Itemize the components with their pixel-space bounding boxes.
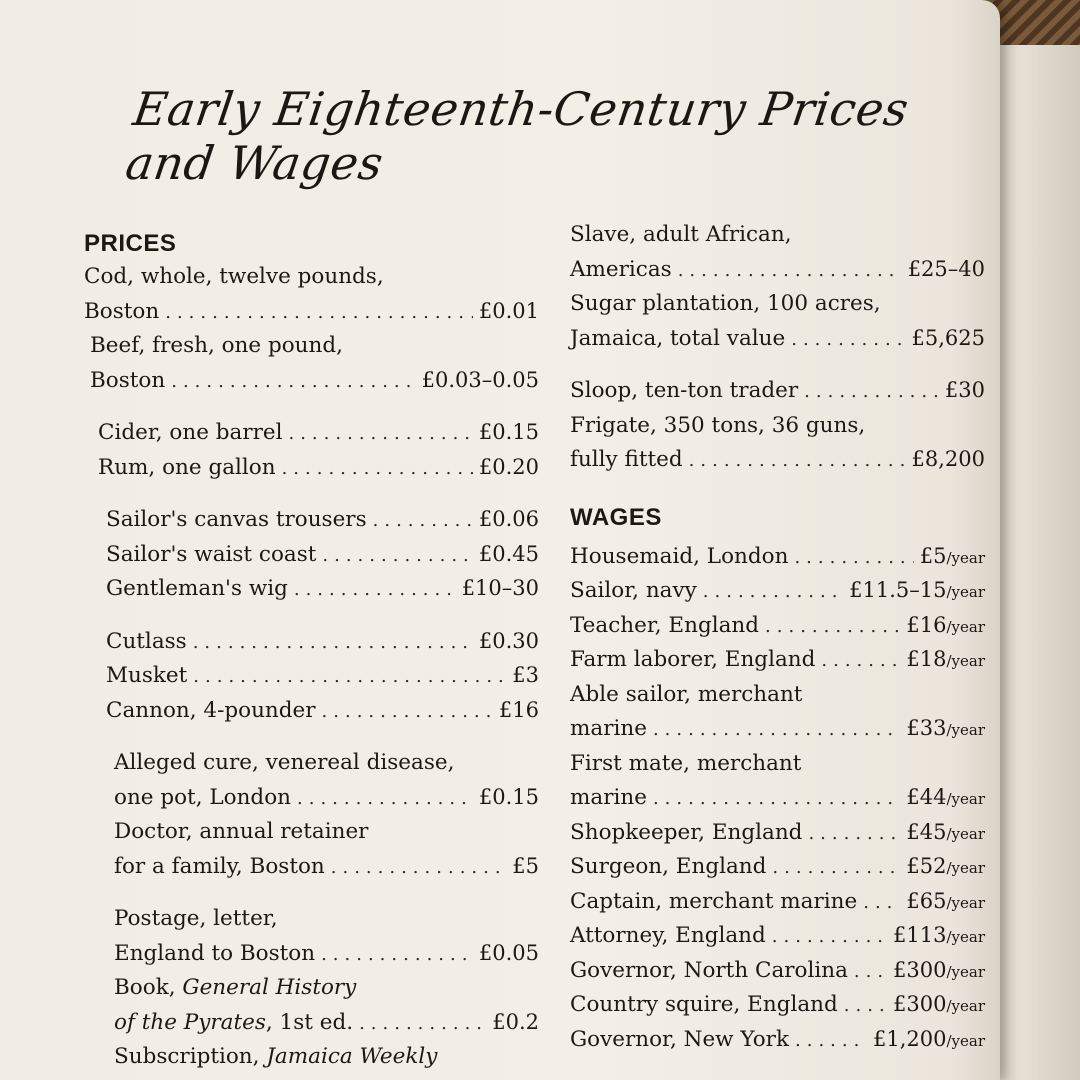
price-item: Book, General History (114, 975, 357, 1000)
page-title: Early Eighteenth-Century Prices and Wages (122, 82, 912, 190)
wage-item: marine ..... £33/year (570, 716, 985, 751)
wage-item: marine ..... £44/year (570, 785, 985, 820)
price-item: Doctor, annual retainer (114, 819, 369, 844)
price-item: England to Boston ..... £0.05 (84, 941, 539, 976)
price-item: Alleged cure, venereal disease, (114, 750, 455, 775)
wage-item: Captain, merchant marine ..... £65/year (570, 889, 985, 924)
price-item: Musket ..... £3 (84, 663, 539, 698)
wage-item: Teacher, England ..... £16/year (570, 613, 985, 648)
price-item: Sloop, ten-ton trader ..... £30 (570, 378, 985, 413)
wage-item: Surgeon, England ..... £52/year (570, 854, 985, 889)
price-item: Sailor's waist coast ..... £0.45 (84, 542, 539, 577)
price-item: fully fitted ..... £8,200 (570, 447, 985, 482)
wage-item: Governor, New York ..... £1,200/year (570, 1027, 985, 1062)
price-item: for a family, Boston ..... £5 (84, 854, 539, 889)
price-item: one pot, London ..... £0.15 (84, 785, 539, 820)
price-item: Gentleman's wig ..... £10–30 (84, 576, 539, 611)
wages-list (570, 544, 985, 1062)
price-item: Americas ..... £25–40 (570, 257, 985, 292)
wage-item: Farm laborer, England ..... £18/year (570, 647, 985, 682)
wage-item: Governor, North Carolina ..... £300/year (570, 958, 985, 993)
prices-column (84, 226, 539, 1079)
price-item: Subscription, Jamaica Weekly (114, 1044, 438, 1069)
wage-item: Shopkeeper, England ..... £45/year (570, 820, 985, 855)
price-item: Sailor's canvas trousers ..... £0.06 (84, 507, 539, 542)
wage-item: Housemaid, London ..... £5/year (570, 544, 985, 579)
wage-item: Sailor, navy ..... £11.5–15/year (570, 578, 985, 613)
wage-item: Country squire, England ..... £300/year (570, 992, 985, 1027)
prices-heading: PRICES (84, 230, 177, 257)
wage-item: Attorney, England ..... £113/year (570, 923, 985, 958)
price-item: Cod, whole, twelve pounds, (84, 264, 384, 289)
price-item: Beef, fresh, one pound, (90, 333, 343, 358)
price-item: Jamaica, total value ..... £5,625 (570, 326, 985, 361)
price-item: Cannon, 4-pounder ..... £16 (84, 698, 539, 733)
prices-wages-column (570, 222, 985, 1061)
price-item: Boston ..... £0.01 (84, 299, 539, 334)
wage-item-label: First mate, merchant (570, 750, 802, 776)
price-item: Cider, one barrel ..... £0.15 (84, 420, 539, 455)
wages-heading: WAGES (570, 503, 662, 531)
price-item: Postage, letter, (114, 906, 278, 931)
price-item: of the Pyrates, 1st ed. ..... £0.2 (84, 1010, 539, 1045)
wage-item-label: Able sailor, merchant (570, 681, 803, 707)
price-item: Rum, one gallon ..... £0.20 (84, 455, 539, 490)
price-item: Slave, adult African, (570, 222, 792, 247)
price-item: Cutlass ..... £0.30 (84, 629, 539, 664)
price-item: Boston ..... £0.03–0.05 (84, 368, 539, 403)
price-item: Sugar plantation, 100 acres, (570, 291, 881, 316)
price-item: Frigate, 350 tons, 36 guns, (570, 412, 866, 438)
